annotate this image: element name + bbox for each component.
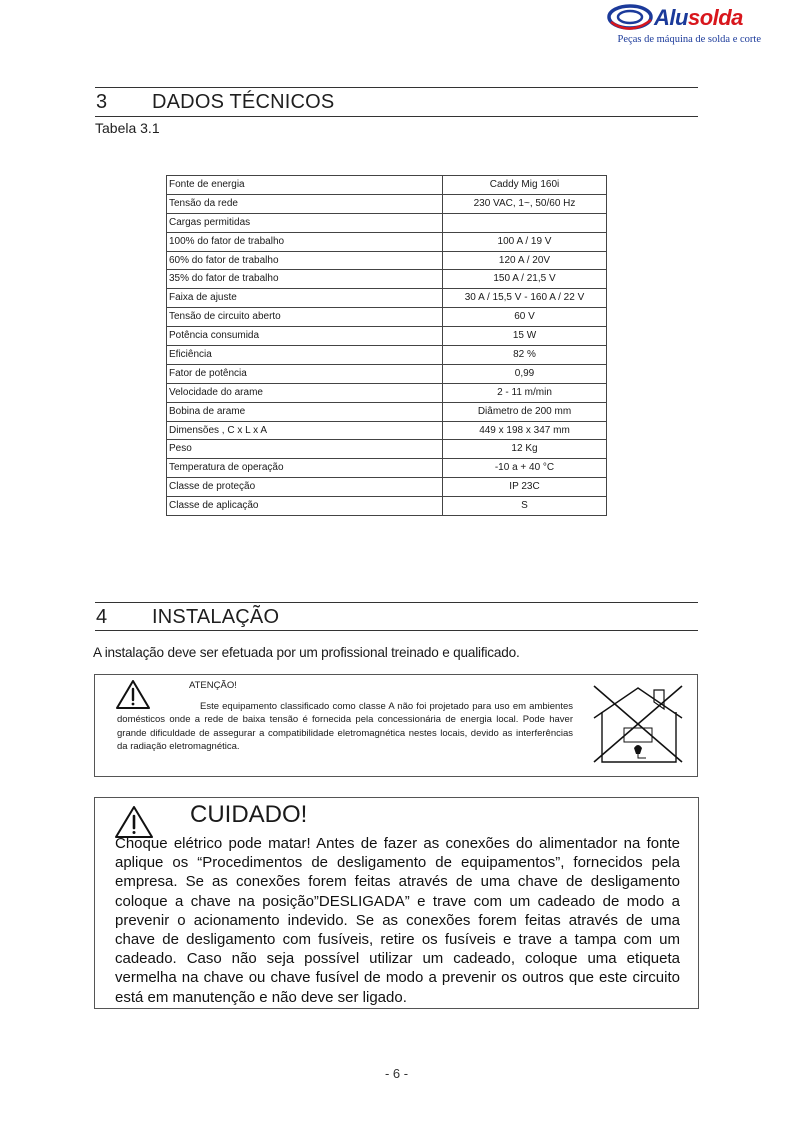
table-row <box>167 194 607 213</box>
spec-label: Tensão da rede <box>167 194 443 213</box>
spec-value: Diâmetro de 200 mm <box>443 402 607 421</box>
spec-value: IP 23C <box>443 478 607 497</box>
spec-value: S <box>443 497 607 516</box>
spec-label: Temperatura de operação <box>167 459 443 478</box>
spec-label: Velocidade do arame <box>167 383 443 402</box>
spec-label: Cargas permitidas <box>167 213 443 232</box>
section-4-number: 4 <box>96 606 108 628</box>
spec-label: Fator de potência <box>167 364 443 383</box>
table-row <box>167 346 607 365</box>
caution-title: CUIDADO! <box>190 801 308 828</box>
spec-value: Caddy Mig 160i <box>443 176 607 195</box>
spec-label: 35% do fator de trabalho <box>167 270 443 289</box>
table-row <box>167 270 607 289</box>
table-row <box>167 478 607 497</box>
attention-title: ATENÇÃO! <box>189 680 237 691</box>
spec-label: Dimensões , C x L x A <box>167 421 443 440</box>
spec-value: 12 Kg <box>443 440 607 459</box>
spec-value <box>443 213 607 232</box>
spec-value: 100 A / 19 V <box>443 232 607 251</box>
spec-value: 82 % <box>443 346 607 365</box>
installation-intro: A instalação deve ser efetuada por um profissional treinado e qualificado. <box>93 645 520 660</box>
table-row <box>167 440 607 459</box>
page-number: - 6 - <box>384 1066 409 1081</box>
table-row <box>167 327 607 346</box>
table-row <box>167 402 607 421</box>
spec-value: 2 - 11 m/min <box>443 383 607 402</box>
table-row <box>167 251 607 270</box>
table-row <box>167 459 607 478</box>
table-row <box>167 308 607 327</box>
table-row <box>167 289 607 308</box>
table-row <box>167 497 607 516</box>
spec-label: Fonte de energia <box>167 176 443 195</box>
spec-label: Classe de aplicação <box>167 497 443 516</box>
section-3-number: 3 <box>96 91 108 113</box>
table-row <box>167 383 607 402</box>
table-row <box>167 364 607 383</box>
logo-wordmark: Alusolda <box>654 5 743 30</box>
spec-value: 449 x 198 x 347 mm <box>443 421 607 440</box>
spec-label: Faixa de ajuste <box>167 289 443 308</box>
spec-label: 60% do fator de trabalho <box>167 251 443 270</box>
alusolda-logo <box>606 2 766 50</box>
spec-label: Bobina de arame <box>167 402 443 421</box>
spec-label: Tensão de circuito aberto <box>167 308 443 327</box>
spec-value: 0,99 <box>443 364 607 383</box>
section-3-title: DADOS TÉCNICOS <box>152 91 335 113</box>
table-caption: Tabela 3.1 <box>95 120 160 136</box>
table-row <box>167 232 607 251</box>
spec-value: 120 A / 20V <box>443 251 607 270</box>
alusolda-swoosh-icon <box>606 2 656 34</box>
technical-data-table <box>166 175 607 516</box>
table-row <box>167 176 607 195</box>
spec-label: 100% do fator de trabalho <box>167 232 443 251</box>
table-row <box>167 421 607 440</box>
caution-text: Choque elétrico pode matar! Antes de fazer as conexões do alimentador na fonte aplique os “Procedimentos de desligamento de equipamentos”, fornecidos pela empresa. Se as conexões forem feitas através de uma chave de desligamento coloque a chave na posição”DESLIGADA” e trave com um cadeado de modo a prevenir o acionamento indevido. Se as conexões forem feitas através de uma chave de desligamento com fusíveis, retire os fusíveis e trave a tampa com um cadeado. Caso não seja possível utilizar um cadeado, coloque uma etiqueta vermelha na chave ou chave fusível de modo a prevenir os outros que este circuito está em manutenção e não deve ser ligado. <box>115 835 680 1006</box>
logo-tagline: Peças de máquina de solda e corte <box>617 34 761 45</box>
no-domestic-use-icon <box>590 682 686 766</box>
section-3-top-rule <box>95 87 698 88</box>
spec-value: 30 A / 15,5 V - 160 A / 22 V <box>443 289 607 308</box>
spec-label: Potência consumida <box>167 327 443 346</box>
spec-value: 230 VAC, 1~, 50/60 Hz <box>443 194 607 213</box>
spec-value: 150 A / 21,5 V <box>443 270 607 289</box>
section-4-top-rule <box>95 602 698 603</box>
spec-label: Eficiência <box>167 346 443 365</box>
spec-label: Classe de proteção <box>167 478 443 497</box>
spec-value: 60 V <box>443 308 607 327</box>
section-4-bottom-rule <box>95 630 698 631</box>
spec-label: Peso <box>167 440 443 459</box>
spec-value: -10 a + 40 °C <box>443 459 607 478</box>
section-3-bottom-rule <box>95 116 698 117</box>
spec-value: 15 W <box>443 327 607 346</box>
section-4-title: INSTALAÇÃO <box>152 606 280 628</box>
attention-text: Este equipamento classificado como classe A não foi projetado para uso em ambientes domésticos onde a rede de baixa tensão é fornecida pela concessionária de energia local. Pode haver grande dificuldade de assegurar a compatibilidade eletromagnética nestes locais, devido as interferências da radiação eletromagnética. <box>117 701 573 752</box>
table-row <box>167 213 607 232</box>
